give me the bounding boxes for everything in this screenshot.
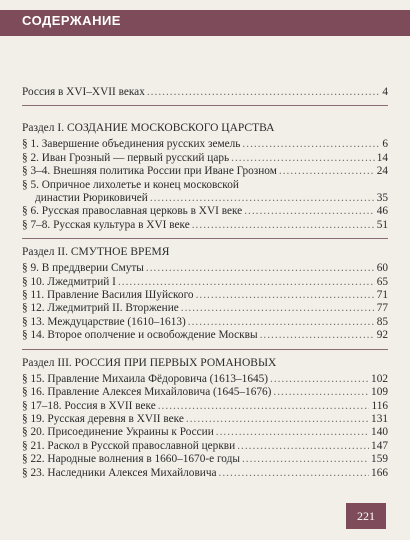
toc-entry-label: § 17–18. Россия в XVII веке [22,399,156,412]
toc-entry-page: 159 [371,453,388,466]
toc-entry[interactable] [22,289,388,302]
toc-entry-page: 92 [376,329,388,342]
toc-entry-label: § 12. Лжедмитрий II. Вторжение [22,302,179,315]
leader-dots [237,440,369,453]
leader-dots [146,262,375,275]
toc-entry-page: 131 [371,412,388,425]
toc-entry-page: 65 [376,275,388,288]
toc-entry-page: 109 [371,386,388,399]
leader-dots [231,152,375,165]
toc-entry-label: § 2. Иван Грозный — первый русский царь [22,151,230,164]
toc-entry-page: 77 [376,302,388,315]
toc-entry[interactable] [22,165,388,178]
leader-dots [270,373,369,386]
leader-dots [150,192,375,205]
toc-entry-label: § 7–8. Русская культура в XVI веке [22,218,190,231]
toc-entry-page: 71 [376,289,388,302]
toc-entry[interactable] [22,373,388,386]
toc-entry[interactable] [22,205,388,218]
toc-entry[interactable] [22,426,388,439]
toc-entry-page: 14 [376,151,388,164]
leader-dots [147,86,381,99]
toc-entry-page: 4 [382,86,388,98]
toc-entry-page: 85 [376,315,388,328]
toc-entry-page: 147 [371,439,388,452]
toc-entry-label: § 20. Присоединение Украины к России [22,426,214,439]
toc-entry-page: 102 [371,372,388,385]
leader-dots [186,413,369,426]
toc-entry-label: § 6. Русская православная церковь в XVI веке [22,205,243,218]
divider [22,105,388,106]
toc-entry[interactable] [22,179,388,206]
leader-dots [219,467,370,480]
toc-entry-label: § 1. Завершение объединения русских земель [22,138,241,151]
toc-entry[interactable] [22,302,388,315]
toc-entry-intro[interactable] [22,86,388,99]
toc-entry-page: 24 [376,165,388,178]
leader-dots [242,453,369,466]
toc-entry-label: § 14. Второе ополчение и освобождение Москвы [22,329,258,342]
leader-dots [216,426,369,439]
leader-dots [188,316,375,329]
leader-dots [118,276,375,289]
toc-entry-label: Россия в XVI–XVII веках [22,86,145,98]
leader-dots [242,138,380,151]
toc-entry-label: § 19. Русская деревня в XVII веке [22,412,184,425]
toc-entry-line [22,192,388,205]
toc-entry-label: § 9. В преддверии Смуты [22,262,144,275]
toc-entry-label-line2: династии Рюриковичей [35,192,148,205]
toc-entry[interactable] [22,276,388,289]
leader-dots [279,165,375,178]
toc-entry-label: § 3–4. Внешняя политика России при Иване Грозном [22,165,277,178]
toc-entry-page: 46 [376,205,388,218]
toc-entry[interactable] [22,138,388,151]
toc-entry[interactable] [22,262,388,275]
page-number: 221 [357,509,375,523]
section-title: Раздел III. РОССИЯ ПРИ ПЕРВЫХ РОМАНОВЫХ [22,356,277,369]
toc-entry[interactable] [22,329,388,342]
toc-entry-page: 60 [376,262,388,275]
toc-entry[interactable] [22,467,388,480]
toc-entry[interactable] [22,219,388,232]
toc-entry[interactable] [22,400,388,413]
toc-entry[interactable] [22,413,388,426]
toc-entry-line [22,179,388,192]
toc-entry-page: 166 [371,466,388,479]
leader-dots [181,302,375,315]
toc-entry-label: § 23. Наследники Алексея Михайловича [22,466,217,479]
toc-entry-label: § 10. Лжедмитрий I [22,275,116,288]
toc-entry[interactable] [22,453,388,466]
toc-entry[interactable] [22,152,388,165]
toc-entry[interactable] [22,386,388,399]
leader-dots [273,386,369,399]
toc-entry-label: § 21. Раскол в Русской православной церкви [22,439,236,452]
section-title: Раздел I. СОЗДАНИЕ МОСКОВСКОГО ЦАРСТВА [22,122,275,135]
toc-entry-label: § 15. Правление Михаила Фёдоровича (1613–1645) [22,372,269,385]
leader-dots [260,329,375,342]
page-number-badge [346,503,386,529]
toc-entry-label: § 16. Правление Алексея Михайловича (1645–1676) [22,386,272,399]
toc-entry-label-line1: § 5. Опричное лихолетье и конец московской [22,178,239,191]
divider [22,349,388,350]
leader-dots [244,205,375,218]
toc-entry-page: 140 [371,426,388,439]
toc [22,86,388,480]
toc-entry-page: 35 [376,192,388,205]
toc-entry[interactable] [22,316,388,329]
toc-entry-page: 116 [371,399,388,412]
section-title: Раздел II. СМУТНОЕ ВРЕМЯ [22,246,170,259]
page-title: СОДЕРЖАНИЕ [22,13,121,28]
toc-entry[interactable] [22,440,388,453]
leader-dots [196,289,375,302]
toc-entry-page: 51 [376,218,388,231]
toc-entry-label: § 13. Междуцарствие (1610–1613) [22,315,186,328]
divider [22,238,388,239]
header [0,0,410,38]
leader-dots [158,400,370,413]
toc-entry-page: 6 [382,138,388,151]
toc-entry-label: § 22. Народные волнения в 1660–1670-е годы [22,453,240,466]
toc-entry-label: § 11. Правление Василия Шуйского [22,289,194,302]
leader-dots [192,219,375,232]
